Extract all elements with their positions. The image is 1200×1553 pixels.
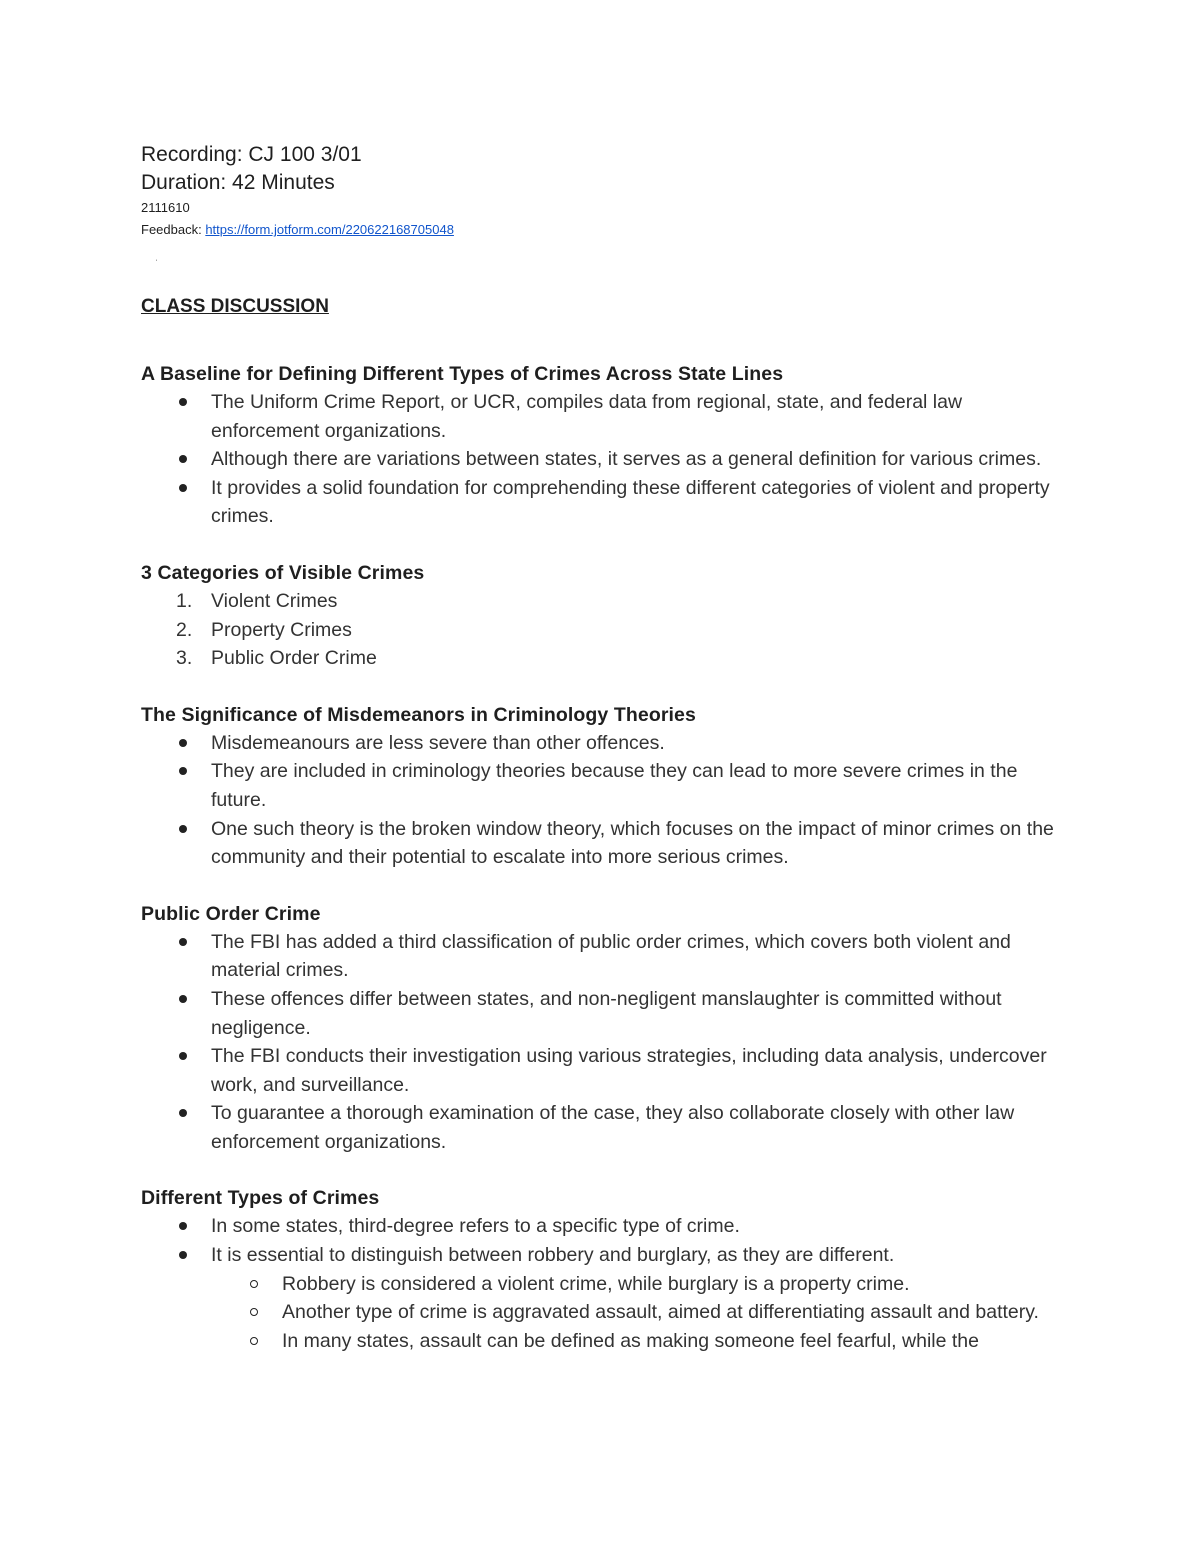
bullet-icon <box>179 825 187 833</box>
list-item <box>141 985 1066 1042</box>
bullet-icon <box>179 484 187 492</box>
bullet-icon <box>179 1109 187 1117</box>
list-item <box>141 1099 1066 1156</box>
section-heading: The Significance of Misdemeanors in Criminology Theories <box>141 703 696 726</box>
feedback-label: Feedback: <box>141 222 206 237</box>
list-item <box>141 587 1066 616</box>
bullet-icon <box>179 455 187 463</box>
list-item <box>141 757 1066 814</box>
sub-list-item <box>141 1298 1066 1327</box>
list-item-text: It provides a solid foundation for comprehending these different categories of violent and property crimes. <box>211 476 1050 528</box>
section-ucr <box>141 360 1066 531</box>
list-item-text: To guarantee a thorough examination of the case, they also collaborate closely with other law enforcement organizations. <box>211 1102 1015 1153</box>
hollow-bullet-icon <box>250 1308 258 1316</box>
bullet-icon <box>179 1052 187 1060</box>
doc-title: CLASS DISCUSSION <box>141 296 329 317</box>
list-item <box>141 445 1066 474</box>
list-item <box>141 815 1066 872</box>
list-item-text: One such theory is the broken window theory, which focuses on the impact of minor crimes on the community and their potential to escalate into more serious crimes. <box>211 817 1054 869</box>
bullet-icon <box>179 767 187 775</box>
bullet-icon <box>179 739 187 747</box>
sub-list-item <box>141 1327 1066 1356</box>
section-heading: A Baseline for Defining Different Types of Crimes Across State Lines <box>141 363 784 385</box>
document-body <box>141 293 1066 1383</box>
bullet-icon <box>179 1251 187 1259</box>
list-number: 2. <box>176 618 193 641</box>
list-item <box>141 1241 1066 1270</box>
list-item-text: They are included in criminology theories because they can lead to more severe crimes in the future. <box>211 760 1018 811</box>
feedback-link[interactable]: https://form.jotform.com/220622168705048 <box>205 222 454 237</box>
list-item <box>141 729 1066 758</box>
list-item-text: It is essential to distinguish between robbery and burglary, as they are different. <box>211 1244 895 1267</box>
section-heading: Public Order Crime <box>141 902 321 925</box>
bullet-icon <box>179 938 187 946</box>
list-item-text: The Uniform Crime Report, or UCR, compiles data from regional, state, and federal law enforcement organizations. <box>211 391 963 442</box>
list-item-text: Another type of crime is aggravated assault, aimed at differentiating assault and battery. <box>282 1301 1039 1324</box>
section-heading: Different Types of Crimes <box>141 1187 380 1210</box>
list-item-text: Property Crimes <box>211 618 352 641</box>
list-item-text: Violent Crimes <box>211 589 338 612</box>
bullet-icon <box>179 995 187 1003</box>
section-heading: 3 Categories of Visible Crimes <box>141 561 425 584</box>
list-number: 3. <box>176 647 193 670</box>
list-item-text: Misdemeanours are less severe than other offences. <box>211 731 665 754</box>
list-item <box>141 388 1066 445</box>
list-item <box>141 928 1066 985</box>
list-item-text: The FBI conducts their investigation using various strategies, including data analysis, undercover work, and surveillance. <box>211 1045 1047 1096</box>
feedback-line <box>141 219 454 241</box>
bullet-list <box>141 928 1066 1157</box>
bullet-icon <box>179 1222 187 1230</box>
bullet-list <box>141 729 1066 872</box>
list-item-text: Public Order Crime <box>211 647 377 670</box>
sub-list-item <box>141 1270 1066 1299</box>
section-categories <box>141 559 1066 673</box>
section-misdemeanors <box>141 701 1066 872</box>
list-item-text: In many states, assault can be defined as making someone feel fearful, while the <box>282 1329 979 1352</box>
hollow-bullet-icon <box>250 1280 258 1288</box>
list-item <box>141 1212 1066 1241</box>
cursor-mark: ˈ <box>155 258 158 268</box>
recording-duration: Duration: 42 Minutes <box>141 171 335 194</box>
list-item-text: In some states, third-degree refers to a specific type of crime. <box>211 1215 740 1238</box>
hollow-bullet-icon <box>250 1337 258 1345</box>
bullet-list <box>141 1212 1066 1355</box>
list-item-text: Although there are variations between states, it serves as a general definition for various crimes. <box>211 448 1042 471</box>
recording-meta <box>141 141 454 241</box>
list-item-text: Robbery is considered a violent crime, while burglary is a property crime. <box>282 1272 910 1295</box>
bullet-icon <box>179 398 187 406</box>
section-types <box>141 1184 1066 1355</box>
bullet-list <box>141 388 1066 531</box>
list-item <box>141 1042 1066 1099</box>
list-item-text: These offences differ between states, and non-negligent manslaughter is committed without negligence. <box>211 987 1002 1039</box>
list-item <box>141 644 1066 673</box>
recording-title: Recording: CJ 100 3/01 <box>141 143 362 166</box>
recording-code: 2111610 <box>141 200 190 215</box>
list-item <box>141 474 1066 531</box>
list-number: 1. <box>176 589 193 612</box>
section-public-order <box>141 900 1066 1157</box>
list-item-text: The FBI has added a third classification of public order crimes, which covers both violent and material crimes. <box>211 930 1011 982</box>
numbered-list <box>141 587 1066 673</box>
list-item <box>141 616 1066 645</box>
